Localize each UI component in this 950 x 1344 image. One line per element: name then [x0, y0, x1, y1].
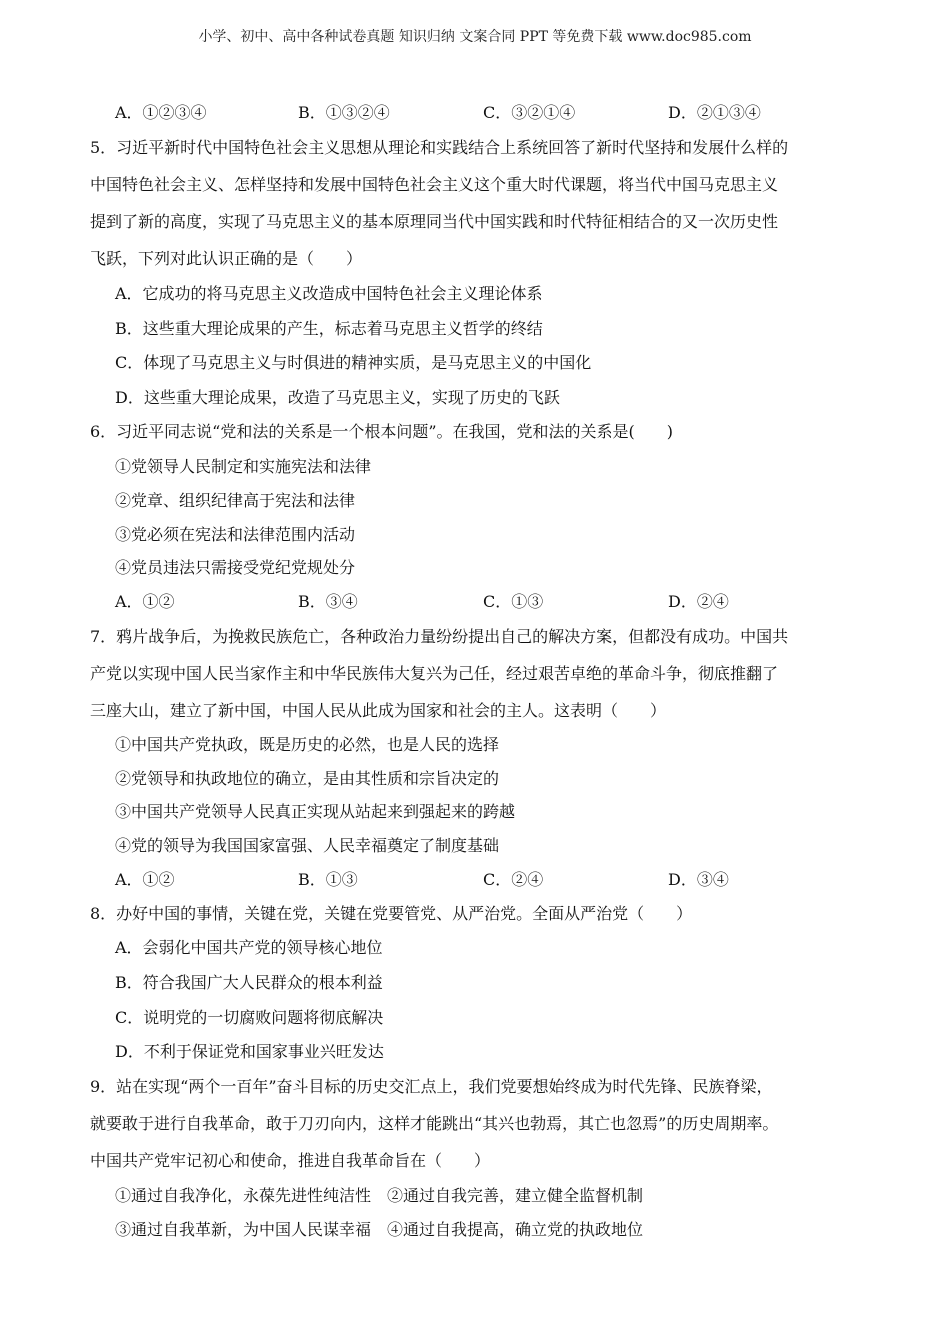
- q7-item: ①中国共产党执政，既是历史的必然，也是人民的选择: [115, 735, 500, 754]
- q4-option-b[interactable]: B．①③②④: [298, 103, 390, 122]
- q7-stem-line: 三座大山，建立了新中国，中国人民从此成为国家和社会的主人。这表明（ ）: [90, 701, 667, 720]
- q6-stem: 6．习近平同志说“党和法的关系是一个根本问题”。在我国，党和法的关系是( ): [90, 422, 674, 441]
- q5-stem-line: 提到了新的高度，实现了马克思主义的基本原理同当代中国实践和时代特征相结合的又一次历史性: [90, 212, 779, 231]
- q7-item: ②党领导和执政地位的确立，是由其性质和宗旨决定的: [115, 769, 500, 788]
- q8-option-d[interactable]: D．不利于保证党和国家事业兴旺发达: [115, 1042, 384, 1061]
- q9-stem-line: 就要敢于进行自我革命，敢于刀刃向内，这样才能跳出“其兴也勃焉，其亡也忽焉”的历史周期率。: [90, 1114, 779, 1133]
- q5-option-d[interactable]: D．这些重大理论成果，改造了马克思主义，实现了历史的飞跃: [115, 388, 560, 407]
- q9-item-row: ①通过自我净化，永葆先进性纯洁性 ②通过自我完善，建立健全监督机制: [115, 1186, 644, 1205]
- q4-option-c[interactable]: C．③②①④: [483, 103, 576, 122]
- q8-option-b[interactable]: B．符合我国广大人民群众的根本利益: [115, 973, 383, 992]
- page-header: 小学、初中、高中各种试卷真题 知识归纳 文案合同 PPT 等免费下载 www.doc985.com: [198, 29, 752, 45]
- q7-stem-line: 产党以实现中国人民当家作主和中华民族伟大复兴为己任，经过艰苦卓绝的革命斗争，彻底推翻了: [90, 664, 779, 683]
- q9-item-row: ③通过自我革新，为中国人民谋幸福 ④通过自我提高，确立党的执政地位: [115, 1220, 644, 1239]
- q6-item: ③党必须在宪法和法律范围内活动: [115, 525, 356, 544]
- q9-stem-line: 中国共产党牢记初心和使命，推进自我革命旨在（ ）: [90, 1151, 491, 1170]
- q5-option-a[interactable]: A．它成功的将马克思主义改造成中国特色社会主义理论体系: [115, 284, 543, 303]
- q4-option-d[interactable]: D．②①③④: [668, 103, 761, 122]
- q8-stem: 8．办好中国的事情，关键在党，关键在党要管党、从严治党。全面从严治党（ ）: [90, 904, 693, 923]
- q7-option-a[interactable]: A．①②: [115, 870, 175, 889]
- q6-item: ②党章、组织纪律高于宪法和法律: [115, 491, 356, 510]
- q5-option-b[interactable]: B．这些重大理论成果的产生，标志着马克思主义哲学的终结: [115, 319, 543, 338]
- q4-option-a[interactable]: A．①②③④: [115, 103, 207, 122]
- q7-option-d[interactable]: D．③④: [668, 870, 729, 889]
- q7-option-c[interactable]: C．②④: [483, 870, 544, 889]
- q5-option-c[interactable]: C．体现了马克思主义与时俱进的精神实质，是马克思主义的中国化: [115, 353, 592, 372]
- q6-item: ①党领导人民制定和实施宪法和法律: [115, 457, 372, 476]
- q6-option-d[interactable]: D．②④: [668, 592, 729, 611]
- q6-option-c[interactable]: C．①③: [483, 592, 544, 611]
- q8-option-c[interactable]: C．说明党的一切腐败问题将彻底解决: [115, 1008, 384, 1027]
- q9-stem-line: 9．站在实现“两个一百年”奋斗目标的历史交汇点上，我们党要想始终成为时代先锋、民族脊梁，: [90, 1077, 773, 1096]
- q6-item: ④党员违法只需接受党纪党规处分: [115, 558, 356, 577]
- q5-stem-line: 中国特色社会主义、怎样坚持和发展中国特色社会主义这个重大时代课题，将当代中国马克思主义: [90, 175, 779, 194]
- q5-stem-line: 5．习近平新时代中国特色社会主义思想从理论和实践结合上系统回答了新时代坚持和发展什么样的: [90, 138, 789, 157]
- q5-stem-line: 飞跃，下列对此认识正确的是（ ）: [90, 249, 363, 268]
- q6-option-a[interactable]: A．①②: [115, 592, 175, 611]
- q7-item: ④党的领导为我国国家富强、人民幸福奠定了制度基础: [115, 836, 500, 855]
- q8-option-a[interactable]: A．会弱化中国共产党的领导核心地位: [115, 938, 383, 957]
- q7-option-b[interactable]: B．①③: [298, 870, 358, 889]
- q6-option-b[interactable]: B．③④: [298, 592, 358, 611]
- q7-stem-line: 7．鸦片战争后，为挽救民族危亡，各种政治力量纷纷提出自己的解决方案，但都没有成功。中国共: [90, 627, 789, 646]
- q7-item: ③中国共产党领导人民真正实现从站起来到强起来的跨越: [115, 802, 516, 821]
